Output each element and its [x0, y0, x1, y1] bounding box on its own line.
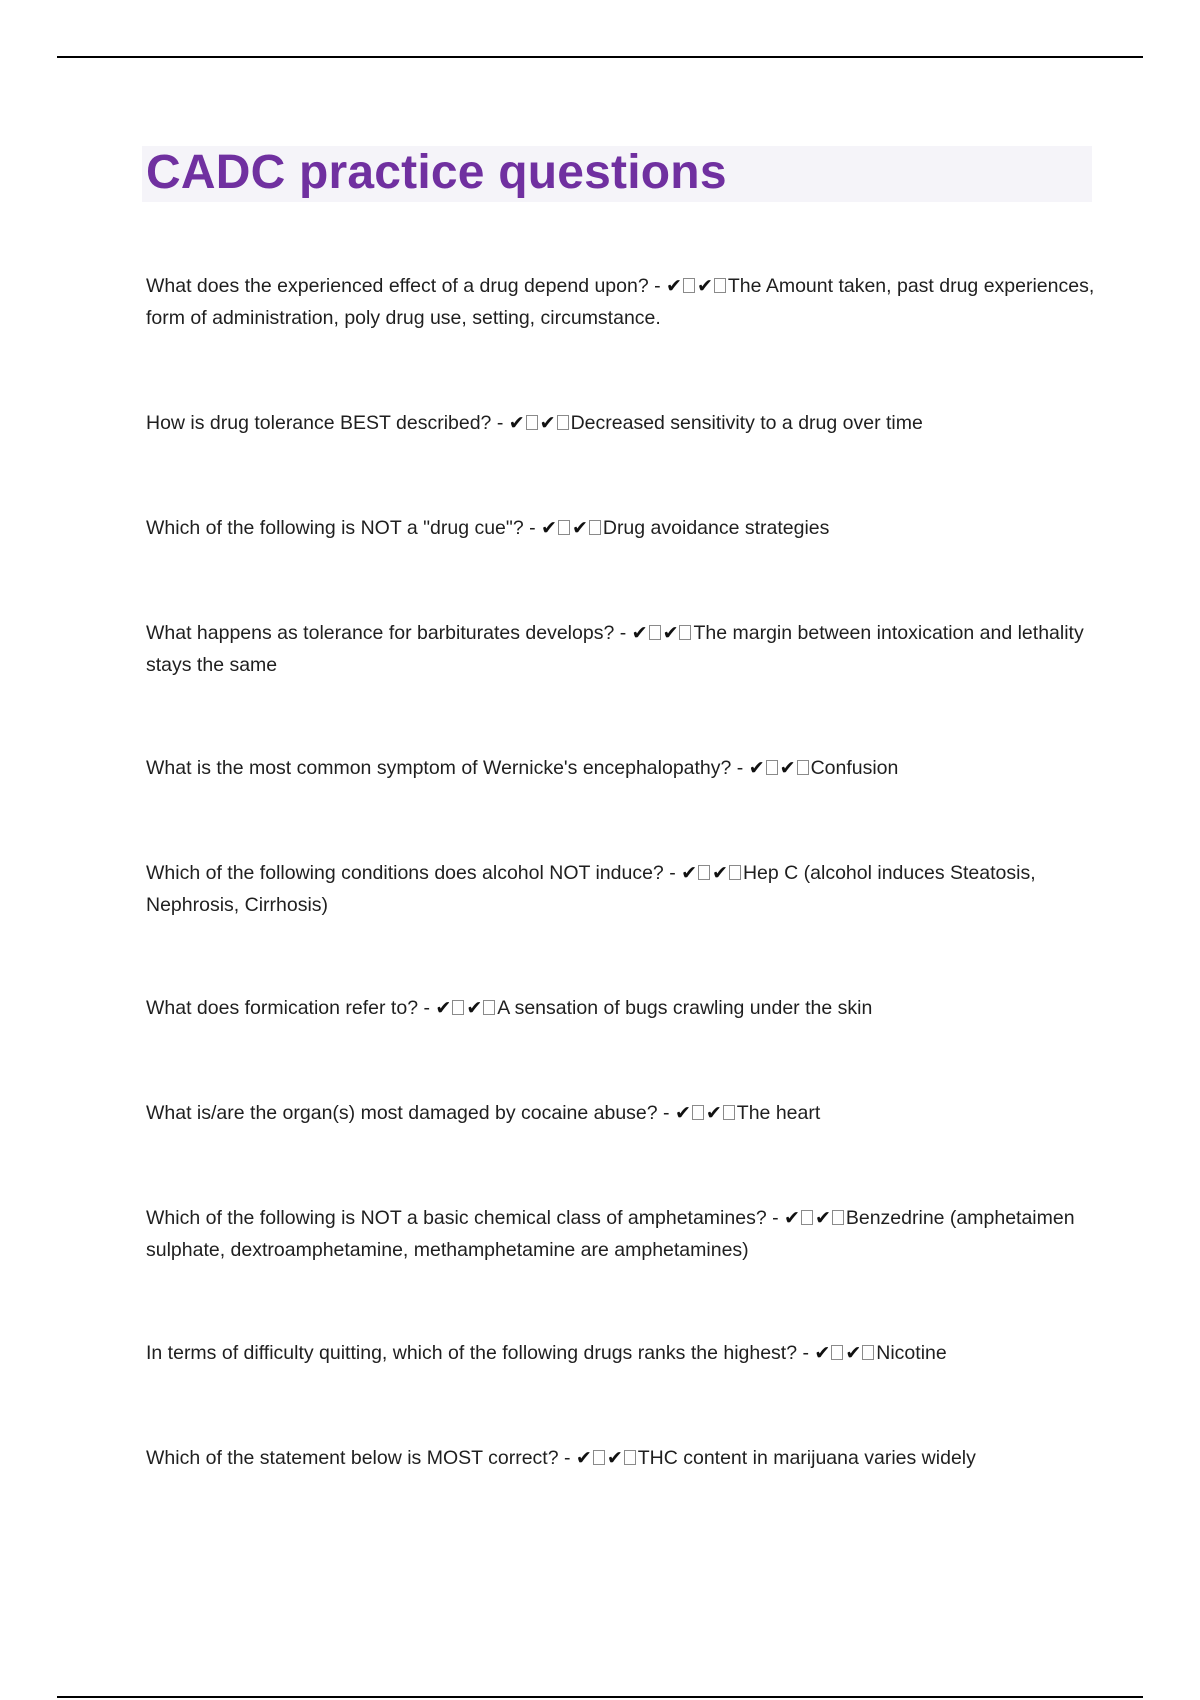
separator: -	[663, 861, 682, 884]
missing-glyph-box-icon	[589, 520, 601, 535]
checkmark-icon: ✔	[508, 411, 525, 434]
separator: -	[648, 274, 667, 297]
qa-item	[146, 270, 1096, 334]
checkmark-icon: ✔	[606, 1446, 623, 1469]
missing-glyph-box-icon	[649, 625, 661, 640]
checkmark-icon: ✔	[674, 1101, 691, 1124]
checkmark-icon: ✔	[541, 516, 557, 539]
missing-glyph-box-icon	[683, 278, 695, 293]
separator: -	[523, 516, 542, 539]
qa-item	[146, 512, 1096, 544]
question-text: Which of the following is NOT a "drug cue"?	[146, 516, 524, 539]
missing-glyph-box-icon	[862, 1345, 874, 1360]
missing-glyph-box-icon	[723, 1105, 735, 1120]
question-text: What happens as tolerance for barbiturates develops?	[146, 621, 615, 644]
missing-glyph-box-icon	[593, 1450, 605, 1465]
separator: -	[731, 756, 749, 779]
missing-glyph-box-icon	[483, 1000, 495, 1015]
separator: -	[491, 411, 509, 434]
checkmark-icon: ✔	[705, 1101, 722, 1124]
separator: -	[797, 1341, 815, 1364]
separator: -	[558, 1446, 576, 1469]
question-text: Which of the following conditions does alcohol NOT induce?	[146, 861, 664, 884]
answer-text: A sensation of bugs crawling under the skin	[497, 996, 873, 1019]
missing-glyph-box-icon	[692, 1105, 704, 1120]
qa-item	[146, 992, 1096, 1024]
qa-item	[146, 407, 1096, 439]
checkmark-icon: ✔	[814, 1206, 831, 1229]
checkmark-icon: ✔	[466, 996, 483, 1019]
missing-glyph-box-icon	[831, 1345, 843, 1360]
missing-glyph-box-icon	[801, 1210, 813, 1225]
missing-glyph-box-icon	[624, 1450, 636, 1465]
checkmark-icon: ✔	[748, 756, 765, 779]
answer-text: Benzedrine (amphetaimen sulphate, dextroamphetamine, methamphetamine are amphetamines)	[146, 1206, 1075, 1261]
checkmark-icon: ✔	[784, 1206, 800, 1229]
bottom-rule	[57, 1696, 1143, 1698]
checkmark-icon: ✔	[666, 274, 682, 297]
missing-glyph-box-icon	[558, 520, 570, 535]
question-text: In terms of difficulty quitting, which of the following drugs ranks the highest?	[146, 1341, 798, 1364]
qa-item	[146, 857, 1096, 921]
question-text: What is the most common symptom of Wernicke's encephalopathy?	[146, 756, 732, 779]
checkmark-icon: ✔	[681, 861, 698, 884]
missing-glyph-box-icon	[797, 760, 809, 775]
missing-glyph-box-icon	[832, 1210, 844, 1225]
missing-glyph-box-icon	[698, 865, 710, 880]
qa-item	[146, 1097, 1096, 1129]
missing-glyph-box-icon	[526, 415, 538, 430]
checkmark-icon: ✔	[435, 996, 452, 1019]
question-text: Which of the statement below is MOST correct?	[146, 1446, 559, 1469]
qa-item	[146, 1442, 1096, 1474]
checkmark-icon: ✔	[845, 1341, 862, 1364]
separator: -	[418, 996, 436, 1019]
answer-text: Nicotine	[876, 1341, 947, 1364]
missing-glyph-box-icon	[557, 415, 569, 430]
checkmark-icon: ✔	[571, 516, 588, 539]
answer-text: Hep C (alcohol induces Steatosis, Nephrosis, Cirrhosis)	[146, 861, 1036, 916]
answer-text: The Amount taken, past drug experiences, form of administration, poly drug use, setting, circumstance.	[146, 274, 1095, 329]
question-text: How is drug tolerance BEST described?	[146, 411, 492, 434]
qa-item	[146, 617, 1096, 681]
answer-text: THC content in marijuana varies widely	[637, 1446, 976, 1469]
answer-text: Confusion	[810, 756, 899, 779]
answer-text: Drug avoidance strategies	[602, 516, 830, 539]
answer-text: Decreased sensitivity to a drug over time	[570, 411, 923, 434]
checkmark-icon: ✔	[631, 621, 648, 644]
question-text: What is/are the organ(s) most damaged by cocaine abuse?	[146, 1101, 658, 1124]
separator: -	[657, 1101, 675, 1124]
checkmark-icon: ✔	[696, 274, 713, 297]
qa-item	[146, 752, 1096, 784]
checkmark-icon: ✔	[814, 1341, 831, 1364]
page-title: CADC practice questions	[146, 146, 727, 199]
checkmark-icon: ✔	[575, 1446, 592, 1469]
checkmark-icon: ✔	[539, 411, 556, 434]
qa-item	[146, 1202, 1096, 1266]
question-text: Which of the following is NOT a basic chemical class of amphetamines?	[146, 1206, 767, 1229]
question-text: What does formication refer to?	[146, 996, 419, 1019]
missing-glyph-box-icon	[679, 625, 691, 640]
question-text: What does the experienced effect of a drug depend upon?	[146, 274, 649, 297]
missing-glyph-box-icon	[714, 278, 726, 293]
answer-text: The heart	[736, 1101, 821, 1124]
answer-text: The margin between intoxication and lethality stays the same	[146, 621, 1084, 676]
separator: -	[766, 1206, 785, 1229]
missing-glyph-box-icon	[729, 865, 741, 880]
top-rule	[57, 56, 1143, 58]
qa-item	[146, 1337, 1096, 1369]
checkmark-icon: ✔	[662, 621, 679, 644]
missing-glyph-box-icon	[766, 760, 778, 775]
separator: -	[614, 621, 632, 644]
checkmark-icon: ✔	[779, 756, 796, 779]
missing-glyph-box-icon	[452, 1000, 464, 1015]
checkmark-icon: ✔	[712, 861, 728, 884]
